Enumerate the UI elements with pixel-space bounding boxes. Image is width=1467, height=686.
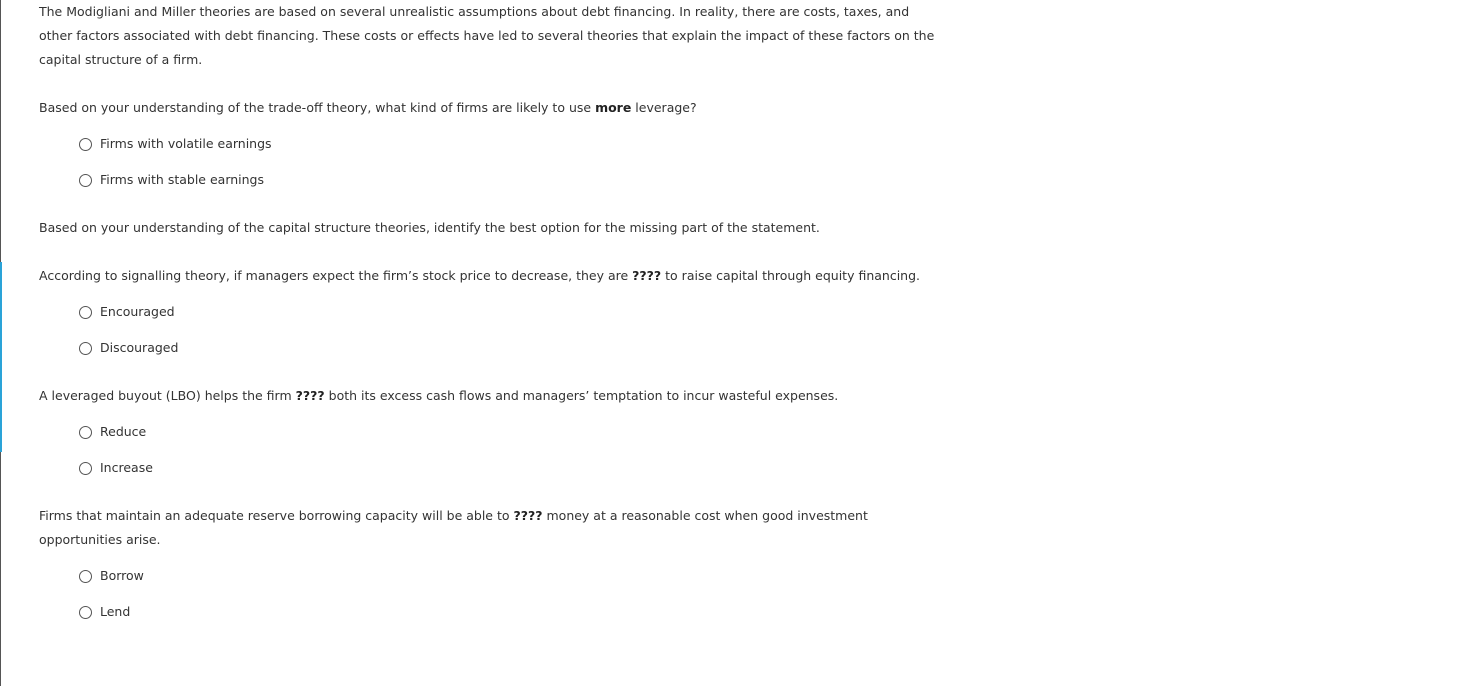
option-label: Lend: [100, 604, 131, 619]
question-1-text: [39, 96, 939, 120]
statement-2-prefix: A leveraged buyout (LBO) helps the firm: [39, 388, 296, 403]
option-increase[interactable]: [79, 456, 939, 480]
question-1-options: [39, 132, 939, 192]
radio-button-icon[interactable]: [79, 606, 92, 619]
question-1-emphasis: more: [595, 100, 632, 115]
radio-button-icon[interactable]: [79, 342, 92, 355]
statement-1-options: [39, 300, 939, 360]
option-reduce[interactable]: [79, 420, 939, 444]
statement-3-suffix: money at a reasonable cost when good investment opportunities arise.: [39, 508, 868, 547]
option-discouraged[interactable]: [79, 336, 939, 360]
statement-1-suffix: to raise capital through equity financing.: [661, 268, 921, 283]
statement-3-text: [39, 504, 939, 552]
radio-button-icon[interactable]: [79, 570, 92, 583]
statement-2-text: [39, 384, 939, 408]
statement-2-blank: ????: [295, 388, 325, 403]
option-volatile-earnings[interactable]: [79, 132, 939, 156]
statement-3-prefix: Firms that maintain an adequate reserve borrowing capacity will be able to: [39, 508, 514, 523]
option-label: Encouraged: [100, 304, 175, 319]
option-label: Borrow: [100, 568, 144, 583]
option-stable-earnings[interactable]: [79, 168, 939, 192]
question-1-suffix: leverage?: [631, 100, 697, 115]
statement-3-options: [39, 564, 939, 624]
radio-button-icon[interactable]: [79, 174, 92, 187]
option-lend[interactable]: [79, 600, 939, 624]
question-1-prefix: Based on your understanding of the trade-off theory, what kind of firms are likely to use: [39, 100, 596, 115]
option-borrow[interactable]: [79, 564, 939, 588]
option-label: Reduce: [100, 424, 147, 439]
radio-button-icon[interactable]: [79, 462, 92, 475]
radio-button-icon[interactable]: [79, 306, 92, 319]
statement-1-prefix: According to signalling theory, if managers expect the firm’s stock price to decrease, they are: [39, 268, 633, 283]
section-2-instruction: Based on your understanding of the capital structure theories, identify the best option for the missing part of the statement.: [39, 220, 820, 235]
statement-3-blank: ????: [513, 508, 543, 523]
question-content: [39, 0, 939, 636]
option-label: Discouraged: [100, 340, 179, 355]
statement-1-text: [39, 264, 939, 288]
intro-paragraph: The Modigliani and Miller theories are based on several unrealistic assumptions about debt financing. In reality, there are costs, taxes, and other factors associated with debt financing. These costs or effects have led to several theories that explain the impact of these factors on the capital structure of a firm.: [39, 4, 935, 67]
option-encouraged[interactable]: [79, 300, 939, 324]
statement-1-blank: ????: [632, 268, 662, 283]
left-accent-bar: [0, 262, 2, 452]
radio-button-icon[interactable]: [79, 426, 92, 439]
statement-2-options: [39, 420, 939, 480]
option-label: Increase: [100, 460, 153, 475]
radio-button-icon[interactable]: [79, 138, 92, 151]
option-label: Firms with stable earnings: [100, 172, 265, 187]
option-label: Firms with volatile earnings: [100, 136, 272, 151]
statement-2-suffix: both its excess cash flows and managers’ temptation to incur wasteful expenses.: [324, 388, 839, 403]
